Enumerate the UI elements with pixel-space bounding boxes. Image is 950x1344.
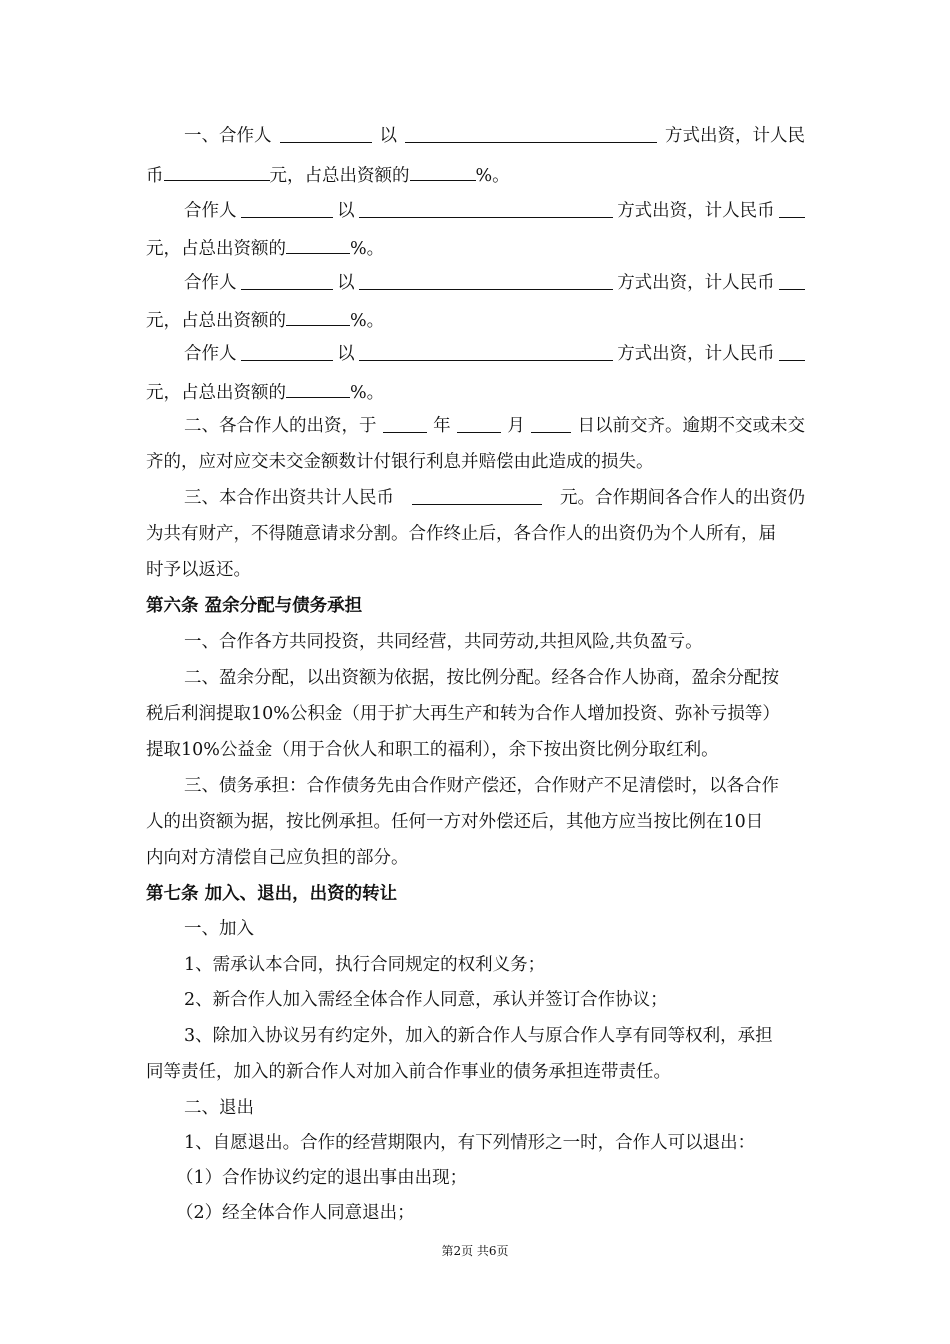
text: 合作人 — [184, 201, 237, 221]
article7-heading: 第七条 加入、退出，出资的转让 — [146, 884, 398, 904]
blank-method — [359, 199, 613, 218]
contrib-row-line2 — [0, 307, 950, 333]
page-footer: 第2页 共6页 — [441, 1244, 509, 1258]
blank-percent — [286, 379, 350, 398]
para3-line2: 为共有财产，不得随意请求分割。合作终止后，各合作人的出资仍为个人所有，届 — [146, 524, 776, 544]
contrib-row-line1 — [0, 271, 950, 295]
text: 元，占总出资额的 — [146, 311, 286, 331]
blank-total-amount — [412, 486, 542, 505]
contrib-row-line1 — [0, 199, 950, 223]
text: 方式出资，计人民币 — [617, 344, 775, 364]
article7-item3-line1: 3、除加入协议另有约定外，加入的新合作人与原合作人享有同等权利，承担 — [184, 1026, 773, 1046]
text: 以 — [337, 201, 355, 221]
text: 方式出资，计人民 — [665, 126, 805, 146]
text: 方式出资，计人民币 — [617, 201, 775, 221]
blank-partner-name — [241, 199, 333, 218]
blank-method — [359, 342, 613, 361]
text: 日以前交齐。逾期不交或未交 — [577, 416, 805, 436]
text: 三、本合作出资共计人民币 — [184, 488, 394, 508]
article7-item1: 1、需承认本合同，执行合同规定的权利义务； — [184, 955, 546, 975]
blank-amount — [164, 162, 270, 181]
contrib1-line1 — [0, 124, 950, 148]
contrib-row-line2 — [0, 379, 950, 405]
article7-item3-line2: 同等责任，加入的新合作人对加入前合作事业的债务承担连带责任。 — [146, 1062, 671, 1082]
blank-year — [383, 414, 427, 433]
article6-item1: 一、合作各方共同投资，共同经营，共同劳动,共担风险,共负盈亏。 — [184, 632, 703, 652]
blank-method — [359, 271, 613, 290]
text: 月 — [507, 416, 525, 436]
text: 合作人 — [184, 344, 237, 364]
article7-exit-item1: 1、自愿退出。合作的经营期限内，有下列情形之一时，合作人可以退出： — [184, 1133, 756, 1153]
para2-line1 — [0, 414, 950, 438]
blank-partner-name — [280, 124, 372, 143]
blank-partner-name — [241, 271, 333, 290]
text: 币 — [146, 166, 164, 186]
blank-percent — [286, 235, 350, 254]
article7-section2: 二、退出 — [184, 1098, 254, 1118]
contrib-row-line1 — [0, 342, 950, 366]
article6-item3-line1: 三、债务承担：合作债务先由合作财产偿还，合作财产不足清偿时，以各合作 — [184, 776, 779, 796]
blank-partner-name — [241, 342, 333, 361]
article7-item2: 2、新合作人加入需经全体合作人同意，承认并签订合作协议； — [184, 990, 668, 1010]
blank-percent — [410, 162, 476, 181]
blank-percent — [286, 307, 350, 326]
text: 元，占总出资额的 — [146, 383, 286, 403]
article7-exit-item1a: （1）合作协议约定的退出事由出现； — [176, 1168, 468, 1188]
article6-item2-line1: 二、盈余分配，以出资额为依据，按比例分配。经各合作人协商，盈余分配按 — [184, 668, 779, 688]
article6-item2-line3: 提取10%公益金（用于合伙人和职工的福利），余下按出资比例分取红利。 — [146, 740, 719, 760]
blank-day — [531, 414, 571, 433]
text: 以 — [337, 344, 355, 364]
text: 元，占总出资额的 — [146, 239, 286, 259]
text: 一、合作人 — [184, 126, 272, 146]
text: 二、各合作人的出资，于 — [184, 416, 377, 436]
text: 元。合作期间各合作人的出资仍 — [560, 488, 805, 508]
text: 合作人 — [184, 273, 237, 293]
text: 以 — [337, 273, 355, 293]
article7-section1: 一、加入 — [184, 919, 254, 939]
article6-heading: 第六条 盈余分配与债务承担 — [146, 596, 363, 616]
blank-month — [457, 414, 501, 433]
blank-method — [405, 124, 657, 143]
article6-item3-line3: 内向对方清偿自己应负担的部分。 — [146, 848, 409, 868]
text: 以 — [379, 126, 397, 146]
article6-item3-line2: 人的出资额为据，按比例承担。任何一方对外偿还后，其他方应当按比例在10日 — [146, 812, 764, 832]
contrib1-line2 — [0, 162, 950, 188]
article6-item2-line2: 税后利润提取10%公积金（用于扩大再生产和转为合作人增加投资、弥补亏损等） — [146, 704, 780, 724]
para3-line1 — [0, 486, 950, 510]
text: %。 — [475, 166, 510, 186]
text: 方式出资，计人民币 — [617, 273, 775, 293]
blank-amount — [779, 271, 805, 290]
text: %。 — [350, 383, 385, 403]
blank-amount — [779, 342, 805, 361]
contrib-row-line2 — [0, 235, 950, 261]
para3-line3: 时予以返还。 — [146, 560, 251, 580]
text: %。 — [350, 239, 385, 259]
blank-amount — [779, 199, 805, 218]
text: 元，占总出资额的 — [269, 166, 410, 186]
para2-line2: 齐的，应对应交未交金额数计付银行利息并赔偿由此造成的损失。 — [146, 452, 654, 472]
text: 年 — [433, 416, 451, 436]
article7-exit-item1b: （2）经全体合作人同意退出； — [176, 1203, 415, 1223]
text: %。 — [350, 311, 385, 331]
